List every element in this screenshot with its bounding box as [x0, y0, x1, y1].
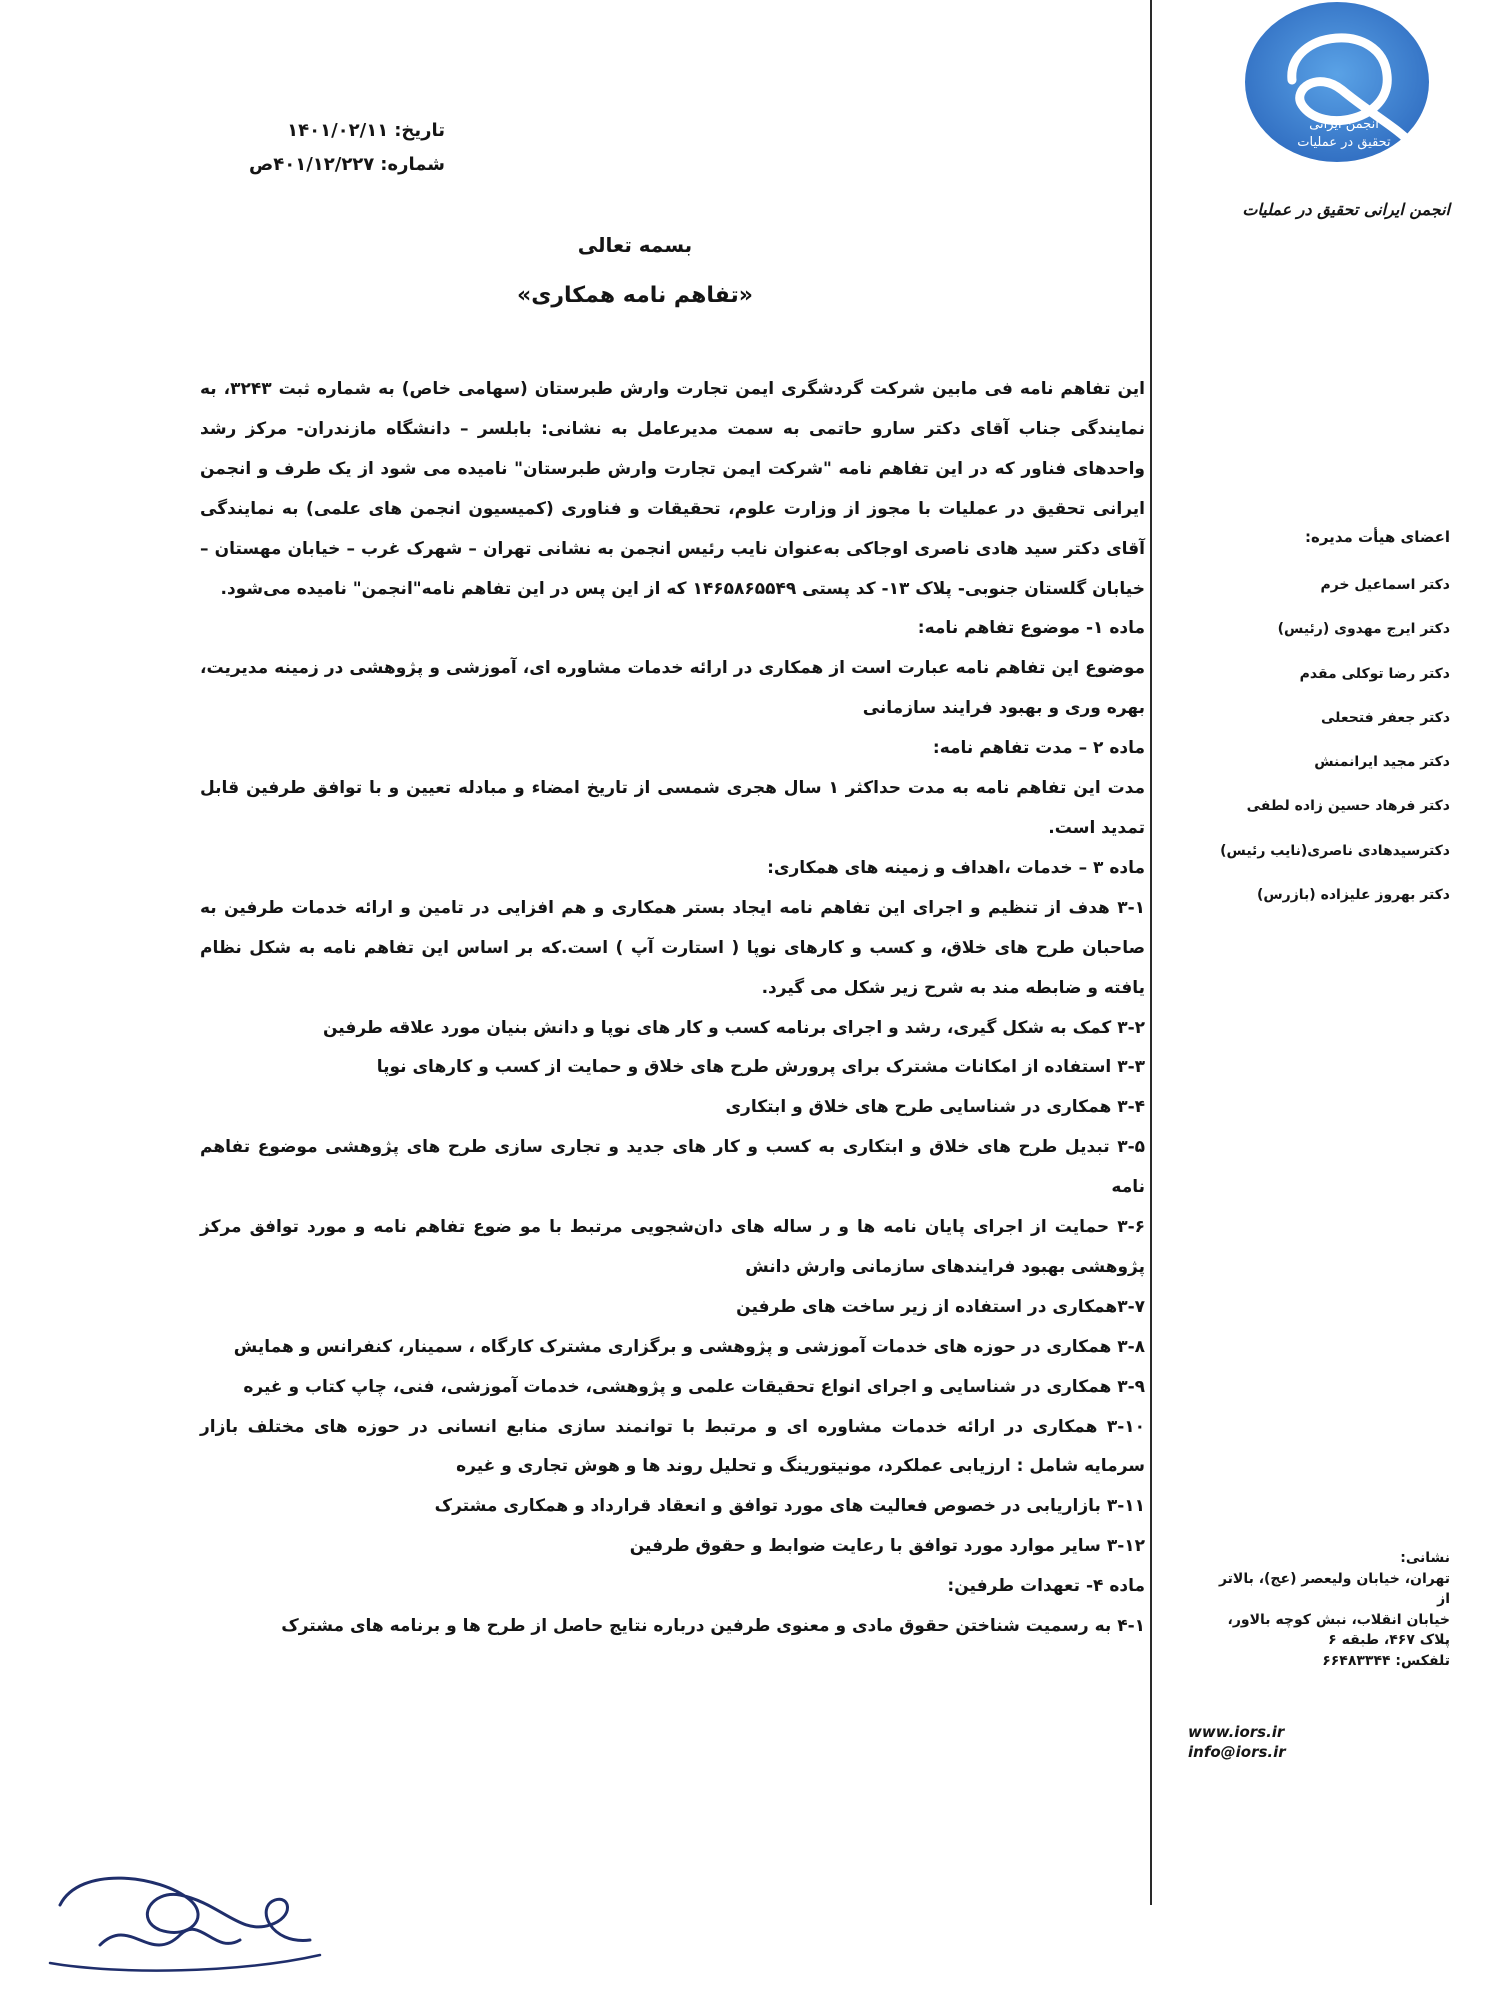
organization-name: انجمن ایرانی تحقیق در عملیات [1242, 200, 1450, 219]
article-2-text: مدت این تفاهم نامه به مدت حداکثر ۱ سال هجری شمسی از تاریخ امضاء و مبادله تعیین و با توافق طرفین قابل تمدید است. [200, 778, 1145, 838]
article-3-item: ۳-۲ کمک به شکل گیری، رشد و اجرای برنامه کسب و کار های نوپا و دانش بنیان مورد علاقه طرفین [322, 1017, 1145, 1038]
article-3-item: ۳-۷همکاری در استفاده از زیر ساخت های طرفین [736, 1296, 1145, 1317]
website-link[interactable]: www.iors.ir [1188, 1723, 1285, 1741]
article-3-item: ۳-۱۰ همکاری در ارائه خدمات مشاوره ای و مرتبط با توانمند سازی منابع انسانی در حوزه های مختلف بازار سرمایه شامل : ارزیابی عملکرد، مونیتورینگ و تحلیل روند ها و هوش تجاری و غیره [200, 1416, 1145, 1477]
address-label: نشانی: [1400, 1550, 1450, 1566]
article-2-heading: ماده ۲ – مدت تفاهم نامه: [932, 738, 1145, 759]
article-3-item: ۳-۸ همکاری در حوزه های خدمات آموزشی و پژوهشی و برگزاری مشترک کارگاه ، سمینار، کنفرانس و همایش [233, 1336, 1145, 1357]
board-member: دکترسیدهادی ناصری(نایب رئیس) [1220, 842, 1450, 859]
svg-text:انجمن ایرانی: انجمن ایرانی [1309, 117, 1379, 132]
contact-links [1188, 1722, 1286, 1762]
board-member: دکتر بهروز علیزاده (بازرس) [1256, 887, 1450, 904]
number-row [249, 148, 445, 182]
iors-logo-icon [1232, 0, 1442, 180]
agreement-body [200, 370, 1145, 1647]
letterhead-sidebar [1158, 0, 1502, 2000]
svg-text:تحقیق در عملیات: تحقیق در عملیات [1297, 135, 1391, 150]
date-label: تاریخ: [394, 120, 445, 141]
date-row [249, 114, 445, 148]
article-4-item: ۴-۱ به رسمیت شناختن حقوق مادی و معنوی طرفین درباره نتایج حاصل از طرح ها و برنامه های مشترک [281, 1616, 1145, 1637]
vertical-divider [1150, 0, 1152, 1905]
letter-meta [249, 114, 445, 182]
intro-paragraph: این تفاهم نامه فی مابین شرکت گردشگری ایمن تجارت وارش طبرستان (سهامی خاص) به شماره ثبت ۳۲۴۳، به نمایندگی جناب آقای دکتر سارو حاتمی به سمت مدیرعامل به نشانی: بابلسر – دانشگاه مازندران- مرکز رشد واحدهای فناور که در این تفاهم نامه "شرکت ایمن تجارت وارش طبرستان" نامیده می شود از یک طرف و انجمن ایرانی تحقیق در عملیات با مجوز از وزارت علوم، تحقیقات و فناوری (کمیسیون انجمن های علمی) به نمایندگی آقای دکتر سید هادی ناصری اوجاکی به‌عنوان نایب رئیس انجمن به نشانی تهران – شهرک غرب – خیابان مهستان – خیابان گلستان جنوبی- پلاک ۱۳- کد پستی ۱۴۶۵۸۶۵۵۴۹ که از این پس در این تفاهم نامه"انجمن" نامیده می‌شود. [200, 379, 1145, 599]
article-1-heading: ماده ۱- موضوع تفاهم نامه: [917, 618, 1145, 639]
article-3-item: ۳-۱۱ بازاریابی در خصوص فعالیت های مورد توافق و انعقاد قرارداد و همکاری مشترک [434, 1496, 1145, 1517]
date-value: ۱۴۰۱/۰۲/۱۱ [287, 120, 389, 141]
article-3-item: ۳-۶ حمایت از اجرای پایان نامه ها و ر ساله های دا‌ن‌شجویی مرتبط با مو ضوع تفاهم نامه و مورد توافق مرکز پژوهشی بهبود فرایندهای سازمانی وارش دانش [200, 1217, 1145, 1277]
article-3-item: ۳-۱۲ سایر موارد مورد توافق با رعایت ضوابط و حقوق طرفین [629, 1536, 1145, 1557]
board-member: دکتر مجید ایرانمنش [1314, 754, 1450, 771]
phone-fax: تلفکس: ۶۶۴۸۳۳۴۴ [1322, 1652, 1450, 1669]
address-line: پلاک ۴۶۷، طبقه ۶ [1328, 1632, 1450, 1648]
article-3-item: ۳-۳ استفاده از امکانات مشترک برای پرورش طرح های خلاق و حمایت از کسب و کارهای نوپا [376, 1057, 1145, 1078]
number-value: ۴۰۱/۱۲/۲۲۷ص [249, 154, 375, 175]
email-link[interactable]: info@iors.ir [1188, 1743, 1286, 1761]
article-3-item: ۳-۹ همکاری در شناسایی و اجرای انواع تحقیقات علمی و پژوهشی، خدمات آموزشی، فنی، چاپ کتاب و غیره [243, 1376, 1145, 1397]
article-1-text: موضوع این تفاهم نامه عبارت است از همکاری در ارائه خدمات مشاوره ای، آموزشی و پژوهشی در زمینه مدیریت، بهره وری و بهبود فرایند سازمانی [200, 658, 1145, 719]
number-label: شماره: [380, 154, 445, 175]
signature-icon [40, 1845, 330, 1995]
board-member: دکتر جعفر فتحعلی [1320, 709, 1450, 726]
article-3-item: ۳-۴ همکاری در شناسایی طرح های خلاق و ابتکاری [725, 1097, 1145, 1118]
document-title: «تفاهم نامه همکاری» [517, 283, 753, 308]
address-line: خیابان انقلاب، نبش کوچه بالاور، [1227, 1611, 1450, 1628]
address-line: تهران، خیابان ولیعصر (عج)، بالاتر از [1218, 1570, 1450, 1607]
board-member: دکتر اسماعیل خرم [1320, 577, 1450, 593]
article-3-item: ۳-۱ هدف از تنظیم و اجرای این تفاهم نامه ایجاد بستر همکاری و هم افزایی در تامین و ارائه خدمات طرفین به صاحبان طرح های خلاق، و کسب و کارهای نوپا ( استارت آپ ) است.که بر اساس این تفاهم نامه به شکل نظام یافته و ضابطه مند به شرح زیر شکل می گیرد. [200, 897, 1145, 998]
board-title: اعضای هیأت مدیره: [1305, 528, 1450, 546]
board-member: دکتر ایرج مهدوی (رئیس) [1277, 621, 1450, 638]
address-block [1210, 1548, 1450, 1671]
board-member-list [1220, 574, 1450, 928]
board-member: دکتر رضا توکلی مقدم [1299, 665, 1450, 682]
board-member: دکتر فرهاد حسین زاده لطفی [1246, 798, 1450, 815]
article-3-heading: ماده ۳ – خدمات ،اهداف و زمینه های همکاری: [767, 857, 1145, 878]
article-3-item: ۳-۵ تبدیل طرح های خلاق و ابتکاری به کسب و کار های جدید و تجاری سازی طرح های پژوهشی موضوع تفاهم نامه [200, 1137, 1145, 1198]
bismillah: بسمه تعالی [577, 233, 693, 257]
article-4-heading: ماده ۴- تعهدات طرفین: [947, 1576, 1145, 1597]
